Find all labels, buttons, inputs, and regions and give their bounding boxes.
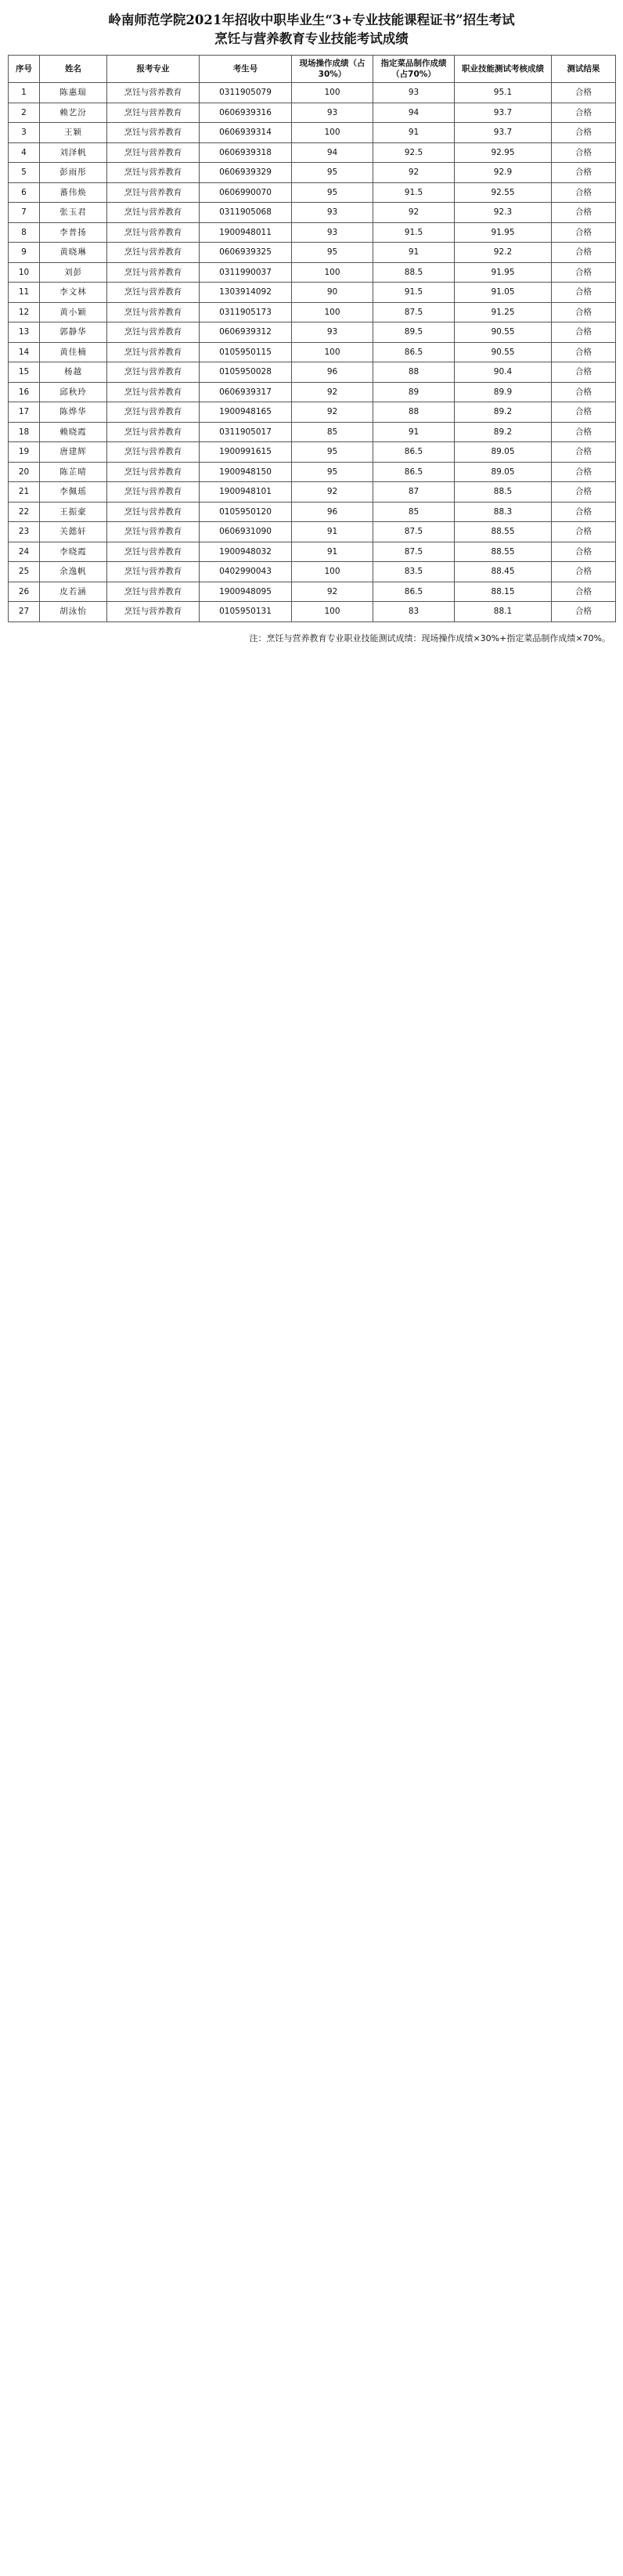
cell-exam-no: 1900948165 [200, 402, 292, 423]
table-row [9, 302, 616, 322]
cell-seq: 15 [9, 362, 40, 383]
table-row [9, 402, 616, 423]
cell-exam-no: 0311905068 [200, 203, 292, 223]
cell-exam-no: 0105950120 [200, 502, 292, 522]
cell-exam-no: 1303914092 [200, 283, 292, 303]
cell-major: 烹饪与营养教育 [107, 243, 200, 263]
cell-name: 陈烨华 [40, 402, 107, 423]
cell-result: 合格 [552, 522, 616, 542]
cell-major: 烹饪与营养教育 [107, 402, 200, 423]
cell-onsite: 91 [292, 522, 373, 542]
cell-major: 烹饪与营养教育 [107, 442, 200, 463]
cell-major: 烹饪与营养教育 [107, 203, 200, 223]
cell-exam-no: 0606931090 [200, 522, 292, 542]
cell-onsite: 95 [292, 462, 373, 482]
header-total: 职业技能测试考核成绩 [455, 56, 552, 83]
cell-total: 88.55 [455, 522, 552, 542]
cell-seq: 19 [9, 442, 40, 463]
cell-total: 88.3 [455, 502, 552, 522]
cell-seq: 10 [9, 262, 40, 283]
cell-seq: 23 [9, 522, 40, 542]
cell-total: 91.95 [455, 262, 552, 283]
cell-onsite: 100 [292, 562, 373, 582]
cell-dish: 91.5 [373, 222, 455, 243]
table-row [9, 142, 616, 163]
cell-exam-no: 0606939329 [200, 163, 292, 183]
cell-seq: 9 [9, 243, 40, 263]
cell-total: 88.5 [455, 482, 552, 503]
cell-exam-no: 0606939325 [200, 243, 292, 263]
cell-dish: 86.5 [373, 442, 455, 463]
cell-result: 合格 [552, 362, 616, 383]
table-row [9, 163, 616, 183]
cell-major: 烹饪与营养教育 [107, 262, 200, 283]
table-row [9, 562, 616, 582]
cell-exam-no: 0606939314 [200, 123, 292, 143]
cell-name: 赖艺汾 [40, 103, 107, 123]
cell-exam-no: 0105950115 [200, 342, 292, 362]
cell-major: 烹饪与营养教育 [107, 342, 200, 362]
cell-onsite: 92 [292, 402, 373, 423]
cell-name: 胡泳怡 [40, 602, 107, 622]
cell-onsite: 100 [292, 262, 373, 283]
cell-seq: 26 [9, 582, 40, 602]
cell-result: 合格 [552, 562, 616, 582]
cell-onsite: 90 [292, 283, 373, 303]
cell-total: 91.95 [455, 222, 552, 243]
cell-result: 合格 [552, 582, 616, 602]
cell-onsite: 100 [292, 602, 373, 622]
cell-result: 合格 [552, 262, 616, 283]
cell-name: 陈芷晴 [40, 462, 107, 482]
cell-total: 89.2 [455, 402, 552, 423]
cell-exam-no: 1900991615 [200, 442, 292, 463]
cell-onsite: 96 [292, 362, 373, 383]
cell-dish: 89.5 [373, 322, 455, 343]
cell-major: 烹饪与营养教育 [107, 562, 200, 582]
cell-major: 烹饪与营养教育 [107, 83, 200, 103]
cell-total: 91.25 [455, 302, 552, 322]
cell-result: 合格 [552, 462, 616, 482]
cell-seq: 8 [9, 222, 40, 243]
cell-major: 烹饪与营养教育 [107, 602, 200, 622]
cell-exam-no: 1900948095 [200, 582, 292, 602]
cell-major: 烹饪与营养教育 [107, 222, 200, 243]
cell-name: 赖晓霞 [40, 422, 107, 442]
cell-dish: 94 [373, 103, 455, 123]
cell-dish: 89 [373, 382, 455, 402]
cell-exam-no: 1900948101 [200, 482, 292, 503]
cell-onsite: 92 [292, 382, 373, 402]
cell-dish: 85 [373, 502, 455, 522]
cell-exam-no: 1900948150 [200, 462, 292, 482]
cell-major: 烹饪与营养教育 [107, 502, 200, 522]
cell-seq: 14 [9, 342, 40, 362]
cell-name: 黄佳楠 [40, 342, 107, 362]
cell-result: 合格 [552, 502, 616, 522]
cell-onsite: 91 [292, 542, 373, 562]
cell-seq: 3 [9, 123, 40, 143]
cell-dish: 88 [373, 362, 455, 383]
cell-name: 邱秋玲 [40, 382, 107, 402]
cell-exam-no: 0606939316 [200, 103, 292, 123]
table-header-row [9, 56, 616, 83]
cell-seq: 5 [9, 163, 40, 183]
header-exam-no: 考生号 [200, 56, 292, 83]
cell-seq: 4 [9, 142, 40, 163]
table-row [9, 582, 616, 602]
cell-dish: 93 [373, 83, 455, 103]
cell-total: 90.55 [455, 342, 552, 362]
cell-name: 唐建辉 [40, 442, 107, 463]
table-row [9, 283, 616, 303]
cell-total: 92.9 [455, 163, 552, 183]
cell-major: 烹饪与营养教育 [107, 163, 200, 183]
cell-name: 黄晓琳 [40, 243, 107, 263]
cell-dish: 88 [373, 402, 455, 423]
cell-exam-no: 0311905017 [200, 422, 292, 442]
cell-total: 92.55 [455, 182, 552, 203]
table-row [9, 243, 616, 263]
cell-exam-no: 0606939318 [200, 142, 292, 163]
cell-major: 烹饪与营养教育 [107, 522, 200, 542]
table-row [9, 362, 616, 383]
table-row [9, 442, 616, 463]
cell-seq: 12 [9, 302, 40, 322]
table-row [9, 83, 616, 103]
table-row [9, 103, 616, 123]
cell-major: 烹饪与营养教育 [107, 582, 200, 602]
cell-name: 杨越 [40, 362, 107, 383]
cell-onsite: 85 [292, 422, 373, 442]
cell-dish: 88.5 [373, 262, 455, 283]
cell-result: 合格 [552, 222, 616, 243]
table-row [9, 462, 616, 482]
cell-result: 合格 [552, 322, 616, 343]
cell-total: 92.95 [455, 142, 552, 163]
cell-exam-no: 0105950028 [200, 362, 292, 383]
header-major: 报考专业 [107, 56, 200, 83]
cell-onsite: 93 [292, 322, 373, 343]
table-row [9, 602, 616, 622]
cell-total: 95.1 [455, 83, 552, 103]
cell-name: 李晓霞 [40, 542, 107, 562]
title-line-1: 岭南师范学院2021年招收中职毕业生“3+专业技能课程证书”招生考试 [108, 13, 515, 27]
cell-exam-no: 0105950131 [200, 602, 292, 622]
cell-onsite: 93 [292, 103, 373, 123]
cell-total: 88.55 [455, 542, 552, 562]
cell-onsite: 92 [292, 482, 373, 503]
cell-name: 刘泽帆 [40, 142, 107, 163]
table-row [9, 422, 616, 442]
cell-major: 烹饪与营养教育 [107, 142, 200, 163]
cell-result: 合格 [552, 302, 616, 322]
cell-total: 92.3 [455, 203, 552, 223]
header-dish: 指定菜品制作成绩（占70%） [373, 56, 455, 83]
footnote: 注：烹饪与营养教育专业职业技能测试成绩：现场操作成绩×30%+指定菜品制作成绩×70%。 [249, 632, 610, 643]
cell-dish: 83 [373, 602, 455, 622]
cell-exam-no: 1900948011 [200, 222, 292, 243]
cell-dish: 92.5 [373, 142, 455, 163]
cell-total: 88.1 [455, 602, 552, 622]
cell-seq: 6 [9, 182, 40, 203]
cell-result: 合格 [552, 243, 616, 263]
cell-total: 89.2 [455, 422, 552, 442]
table-row [9, 382, 616, 402]
cell-total: 89.05 [455, 462, 552, 482]
cell-total: 90.4 [455, 362, 552, 383]
table-row [9, 262, 616, 283]
cell-seq: 1 [9, 83, 40, 103]
cell-result: 合格 [552, 103, 616, 123]
cell-onsite: 95 [292, 243, 373, 263]
cell-result: 合格 [552, 422, 616, 442]
cell-onsite: 93 [292, 203, 373, 223]
cell-total: 90.55 [455, 322, 552, 343]
cell-major: 烹饪与营养教育 [107, 422, 200, 442]
cell-exam-no: 0606939317 [200, 382, 292, 402]
cell-seq: 20 [9, 462, 40, 482]
cell-exam-no: 0311990037 [200, 262, 292, 283]
cell-exam-no: 0606990070 [200, 182, 292, 203]
cell-seq: 2 [9, 103, 40, 123]
cell-major: 烹饪与营养教育 [107, 382, 200, 402]
cell-dish: 92 [373, 203, 455, 223]
cell-onsite: 93 [292, 222, 373, 243]
cell-name: 郭静华 [40, 322, 107, 343]
cell-dish: 92 [373, 163, 455, 183]
cell-result: 合格 [552, 83, 616, 103]
table-row [9, 522, 616, 542]
cell-dish: 87.5 [373, 522, 455, 542]
cell-onsite: 96 [292, 502, 373, 522]
cell-major: 烹饪与营养教育 [107, 283, 200, 303]
cell-name: 刘彭 [40, 262, 107, 283]
cell-result: 合格 [552, 542, 616, 562]
cell-result: 合格 [552, 442, 616, 463]
title-line-2: 烹饪与营养教育专业技能考试成绩 [214, 31, 409, 46]
cell-name: 王振豪 [40, 502, 107, 522]
cell-seq: 11 [9, 283, 40, 303]
cell-major: 烹饪与营养教育 [107, 322, 200, 343]
table-row [9, 322, 616, 343]
table-row [9, 222, 616, 243]
cell-major: 烹饪与营养教育 [107, 182, 200, 203]
cell-exam-no: 1900948032 [200, 542, 292, 562]
document-page [0, 0, 623, 644]
cell-total: 93.7 [455, 103, 552, 123]
cell-result: 合格 [552, 283, 616, 303]
cell-total: 93.7 [455, 123, 552, 143]
cell-seq: 7 [9, 203, 40, 223]
cell-major: 烹饪与营养教育 [107, 542, 200, 562]
cell-onsite: 100 [292, 83, 373, 103]
cell-name: 陈惠瑞 [40, 83, 107, 103]
cell-seq: 18 [9, 422, 40, 442]
table-row [9, 123, 616, 143]
cell-total: 88.15 [455, 582, 552, 602]
cell-seq: 22 [9, 502, 40, 522]
header-onsite: 现场操作成绩（占30%） [292, 56, 373, 83]
cell-seq: 21 [9, 482, 40, 503]
cell-onsite: 100 [292, 342, 373, 362]
cell-total: 91.05 [455, 283, 552, 303]
cell-name: 关懿轩 [40, 522, 107, 542]
table-row [9, 203, 616, 223]
cell-onsite: 100 [292, 123, 373, 143]
cell-dish: 87.5 [373, 302, 455, 322]
cell-dish: 83.5 [373, 562, 455, 582]
cell-major: 烹饪与营养教育 [107, 123, 200, 143]
table-row [9, 182, 616, 203]
cell-dish: 91 [373, 123, 455, 143]
cell-name: 李普扬 [40, 222, 107, 243]
cell-name: 蕃伟焕 [40, 182, 107, 203]
document-title [8, 11, 615, 49]
table-row [9, 542, 616, 562]
cell-onsite: 95 [292, 442, 373, 463]
cell-dish: 87 [373, 482, 455, 503]
header-result: 测试结果 [552, 56, 616, 83]
cell-dish: 87.5 [373, 542, 455, 562]
cell-major: 烹饪与营养教育 [107, 103, 200, 123]
cell-name: 李文林 [40, 283, 107, 303]
header-seq: 序号 [9, 56, 40, 83]
scores-table [8, 55, 616, 622]
cell-onsite: 94 [292, 142, 373, 163]
cell-dish: 91 [373, 243, 455, 263]
cell-name: 黄小颖 [40, 302, 107, 322]
cell-name: 王颖 [40, 123, 107, 143]
cell-dish: 86.5 [373, 462, 455, 482]
cell-name: 彭雨彤 [40, 163, 107, 183]
cell-exam-no: 0606939312 [200, 322, 292, 343]
cell-result: 合格 [552, 163, 616, 183]
cell-total: 89.05 [455, 442, 552, 463]
cell-total: 89.9 [455, 382, 552, 402]
cell-name: 余逸帆 [40, 562, 107, 582]
cell-onsite: 95 [292, 163, 373, 183]
cell-seq: 17 [9, 402, 40, 423]
cell-onsite: 95 [292, 182, 373, 203]
cell-major: 烹饪与营养教育 [107, 462, 200, 482]
cell-exam-no: 0402990043 [200, 562, 292, 582]
cell-onsite: 100 [292, 302, 373, 322]
cell-result: 合格 [552, 402, 616, 423]
cell-result: 合格 [552, 602, 616, 622]
cell-seq: 25 [9, 562, 40, 582]
cell-name: 皮若涵 [40, 582, 107, 602]
cell-dish: 86.5 [373, 582, 455, 602]
cell-dish: 86.5 [373, 342, 455, 362]
cell-exam-no: 0311905079 [200, 83, 292, 103]
cell-dish: 91 [373, 422, 455, 442]
cell-result: 合格 [552, 203, 616, 223]
cell-name: 李佩瑶 [40, 482, 107, 503]
cell-major: 烹饪与营养教育 [107, 362, 200, 383]
cell-dish: 91.5 [373, 283, 455, 303]
cell-major: 烹饪与营养教育 [107, 302, 200, 322]
cell-onsite: 92 [292, 582, 373, 602]
cell-seq: 24 [9, 542, 40, 562]
cell-name: 张玉君 [40, 203, 107, 223]
cell-total: 88.45 [455, 562, 552, 582]
cell-exam-no: 0311905173 [200, 302, 292, 322]
cell-major: 烹饪与营养教育 [107, 482, 200, 503]
table-row [9, 342, 616, 362]
table-row [9, 502, 616, 522]
cell-result: 合格 [552, 142, 616, 163]
cell-result: 合格 [552, 342, 616, 362]
cell-seq: 27 [9, 602, 40, 622]
cell-dish: 91.5 [373, 182, 455, 203]
cell-seq: 13 [9, 322, 40, 343]
cell-result: 合格 [552, 123, 616, 143]
cell-total: 92.2 [455, 243, 552, 263]
cell-result: 合格 [552, 382, 616, 402]
cell-result: 合格 [552, 182, 616, 203]
table-row [9, 482, 616, 503]
cell-seq: 16 [9, 382, 40, 402]
cell-result: 合格 [552, 482, 616, 503]
header-name: 姓名 [40, 56, 107, 83]
